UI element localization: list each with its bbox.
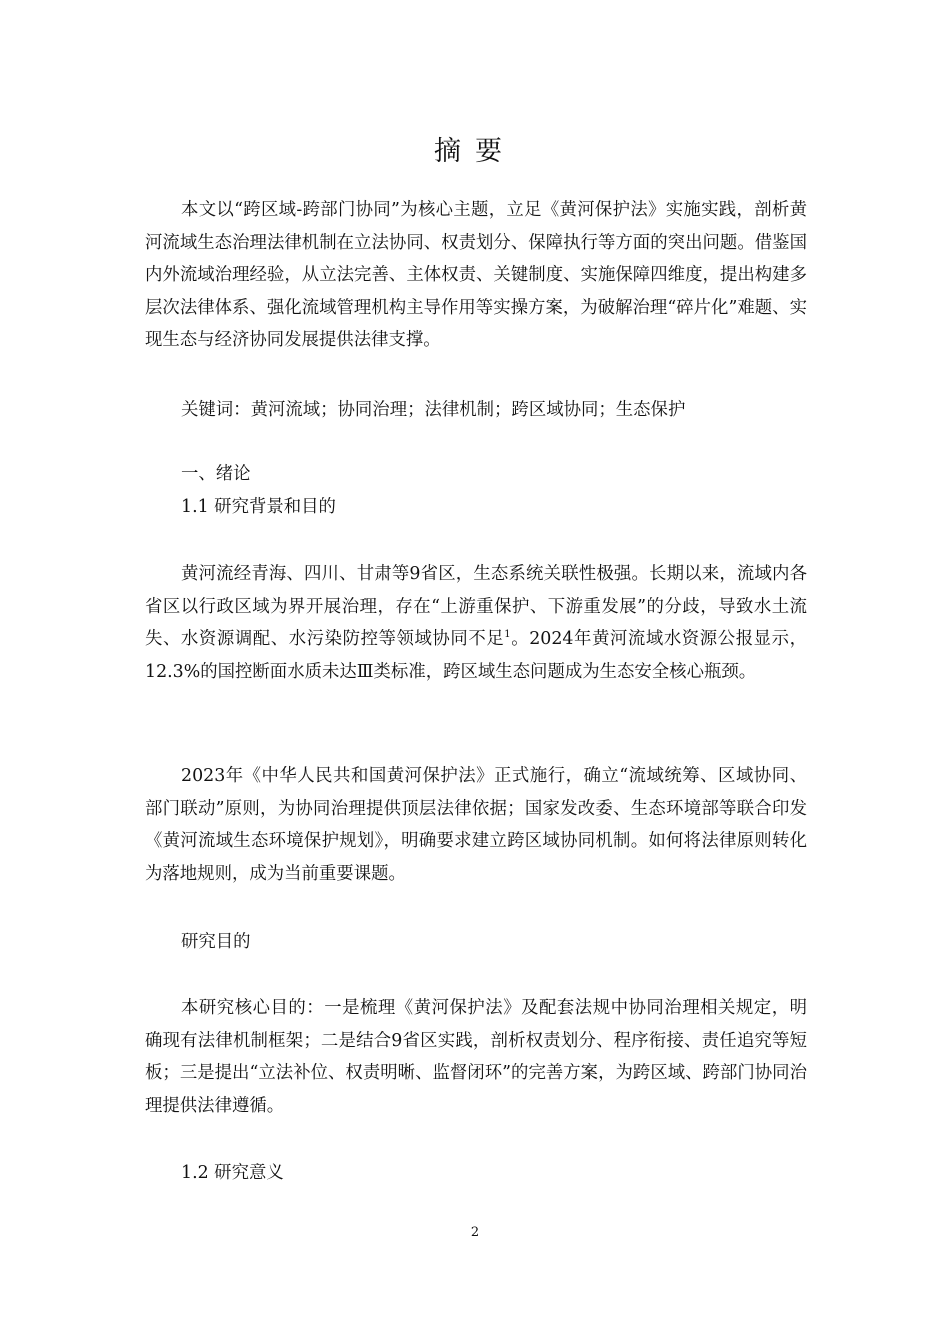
background-paragraph-1-text-a: 黄河流经青海、四川、甘肃等9省区，生态系统关联性极强。长期以来，流域内各省区以行政区域为界开展治理，存在“上游重保护、下游重发展”的分歧，导致水土流失、水资源调配、水污染防控等领域协同不足 bbox=[145, 564, 807, 650]
section-heading-background: 1.1 研究背景和目的 bbox=[181, 497, 336, 517]
page-number: 2 bbox=[470, 1225, 480, 1240]
abstract-paragraph: 本文以“跨区域-跨部门协同”为核心主题，立足《黄河保护法》实施实践，剖析黄河流域生态治理法律机制在立法协同、权责划分、保障执行等方面的突出问题。借鉴国内外流域治理经验，从立法完善、主体权责、关键制度、实施保障四维度，提出构建多层次法律体系、强化流域管理机构主导作用等实操方案，为破解治理“碎片化”难题、实现生态与经济协同发展提供法律支撑。 bbox=[145, 200, 807, 351]
section-heading-introduction: 一、绪论 bbox=[181, 464, 251, 484]
background-paragraph-1-text-b: 。2024年黄河流域水资源公报显示，12.3%的国控断面水质未达Ⅲ类标准，跨区域生态问题成为生态安全核心瓶颈。 bbox=[145, 629, 807, 682]
section-heading-significance: 1.2 研究意义 bbox=[181, 1163, 284, 1183]
background-paragraph-1 bbox=[145, 558, 807, 688]
keywords-line: 关键词：黄河流域；协同治理；法律机制；跨区域协同；生态保护 bbox=[181, 400, 686, 420]
background-paragraph-2: 2023年《中华人民共和国黄河保护法》正式施行，确立“流域统筹、区域协同、部门联动”原则，为协同治理提供顶层法律依据；国家发改委、生态环境部等联合印发《黄河流域生态环境保护规划》，明确要求建立跨区域协同机制。如何将法律原则转化为落地规则，成为当前重要课题。 bbox=[145, 766, 807, 884]
footnote-marker: 1 bbox=[504, 629, 511, 641]
research-purpose-heading: 研究目的 bbox=[181, 932, 251, 952]
research-purpose-paragraph: 本研究核心目的：一是梳理《黄河保护法》及配套法规中协同治理相关规定，明确现有法律机制框架；二是结合9省区实践，剖析权责划分、程序衔接、责任追究等短板；三是提出“立法补位、权责明晰、监督闭环”的完善方案，为跨区域、跨部门协同治理提供法律遵循。 bbox=[145, 998, 807, 1116]
abstract-title: 摘要 bbox=[434, 136, 516, 168]
